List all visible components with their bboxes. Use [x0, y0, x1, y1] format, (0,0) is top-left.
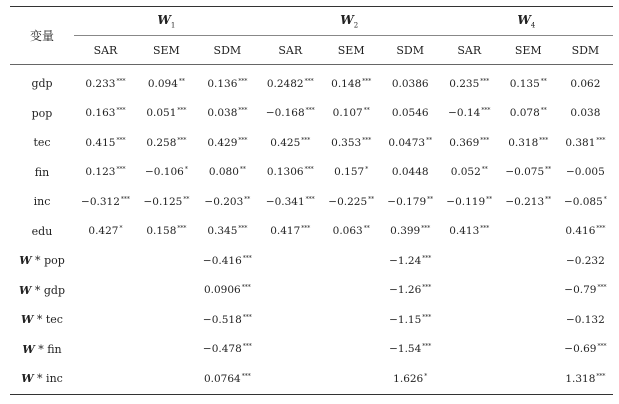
coefficient-cell — [196, 305, 259, 335]
coefficient-value: 0.0448 — [391, 166, 429, 179]
coefficient-cell — [137, 246, 196, 276]
significance-stars: *** — [238, 136, 248, 144]
significance-stars: *** — [362, 136, 372, 144]
coefficient-cell — [558, 99, 613, 129]
significance-stars: *** — [481, 107, 491, 115]
coefficient-cell — [558, 276, 613, 306]
coefficient-cell — [322, 276, 381, 306]
coefficient-value: 0.094 — [147, 77, 178, 90]
coefficient-cell — [196, 128, 259, 158]
spatial-lag-operator: * — [33, 372, 47, 386]
coefficient-value: 0.353 — [331, 136, 362, 149]
significance-stars: ** — [368, 195, 375, 203]
coefficient-cell — [196, 187, 259, 217]
model-header-row — [10, 36, 613, 65]
significance-stars: *** — [238, 107, 248, 115]
coefficient-value: 0.080 — [208, 166, 239, 179]
coefficient-value: 1.626 — [393, 372, 424, 385]
coefficient-cell — [196, 364, 259, 394]
significance-stars: *** — [120, 195, 130, 203]
coefficient-cell — [137, 217, 196, 247]
significance-stars: *** — [597, 284, 607, 292]
coefficient-value: −1.54 — [389, 343, 422, 356]
coefficient-cell — [322, 217, 381, 247]
coefficient-value: 0.158 — [146, 225, 177, 238]
significance-stars: *** — [596, 225, 606, 233]
coefficient-cell — [259, 65, 322, 99]
significance-stars: ** — [486, 195, 493, 203]
coefficient-cell — [381, 364, 440, 394]
significance-stars: * — [365, 166, 369, 174]
table-row — [10, 158, 613, 188]
significance-stars: *** — [480, 77, 490, 85]
significance-stars: *** — [238, 225, 248, 233]
row-label — [10, 276, 74, 306]
coefficient-cell — [440, 364, 499, 394]
coefficient-value: −0.14 — [448, 107, 481, 120]
group-header-w1 — [74, 7, 259, 36]
significance-stars: *** — [177, 107, 187, 115]
coefficient-value: 0.318 — [508, 136, 539, 149]
table-row — [10, 335, 613, 365]
coefficient-cell — [499, 217, 558, 247]
significance-stars: *** — [116, 77, 126, 85]
significance-stars: *** — [304, 77, 314, 85]
coefficient-cell — [381, 217, 440, 247]
coefficient-cell — [196, 246, 259, 276]
coefficient-value: 0.063 — [332, 225, 363, 238]
significance-stars: *** — [305, 195, 315, 203]
coefficient-cell — [558, 65, 613, 99]
coefficient-value: 0.163 — [85, 107, 116, 120]
coefficient-cell — [259, 187, 322, 217]
coefficient-cell — [499, 305, 558, 335]
model-header-sar: SAR — [457, 43, 482, 57]
model-header-sar: SAR — [93, 43, 118, 57]
coefficient-cell — [381, 158, 440, 188]
coefficient-value: −0.518 — [202, 313, 242, 326]
significance-stars: ** — [244, 195, 251, 203]
group-header-w4 — [440, 7, 613, 36]
coefficient-cell — [259, 335, 322, 365]
coefficient-cell — [259, 246, 322, 276]
spatial-lag-operator: * — [31, 283, 44, 297]
coefficient-value: −0.168 — [265, 107, 305, 120]
coefficient-value: 0.038 — [570, 107, 601, 120]
coefficient-cell — [137, 158, 196, 188]
coefficient-value: 0.399 — [390, 225, 421, 238]
significance-stars: *** — [301, 136, 311, 144]
table-row — [10, 128, 613, 158]
coefficient-cell — [558, 335, 613, 365]
coefficient-value: 0.235 — [449, 77, 480, 90]
coefficient-value: −0.79 — [564, 284, 597, 297]
coefficient-value: −0.232 — [565, 254, 605, 267]
significance-stars: *** — [480, 136, 490, 144]
coefficient-value: 0.0546 — [391, 107, 429, 120]
model-header-sdm: SDM — [396, 43, 425, 57]
coefficient-value: 0.417 — [270, 225, 301, 238]
significance-stars: ** — [183, 195, 190, 203]
coefficient-value: −0.119 — [446, 195, 486, 208]
coefficient-value: 0.051 — [146, 107, 177, 120]
spatial-lag-operator: * — [33, 313, 46, 327]
coefficient-value: 0.429 — [207, 136, 238, 149]
significance-stars: *** — [238, 77, 248, 85]
coefficient-cell — [381, 246, 440, 276]
coefficient-cell — [381, 276, 440, 306]
coefficient-value: 0.0386 — [391, 77, 429, 90]
variable-name: fin — [47, 342, 62, 356]
row-label — [10, 335, 74, 365]
coefficient-cell — [259, 128, 322, 158]
coefficient-cell — [74, 128, 137, 158]
coefficient-cell — [74, 364, 137, 394]
coefficient-cell — [137, 305, 196, 335]
table-row — [10, 65, 613, 99]
row-label — [10, 99, 74, 129]
significance-stars: ** — [545, 166, 552, 174]
coefficient-value: 0.0764 — [203, 372, 241, 385]
row-label — [10, 158, 74, 188]
significance-stars: *** — [242, 343, 252, 351]
coefficient-value: 0.136 — [207, 77, 238, 90]
row-label — [10, 217, 74, 247]
coefficient-value: 0.078 — [509, 107, 540, 120]
significance-stars: *** — [301, 225, 311, 233]
significance-stars: *** — [242, 313, 252, 321]
coefficient-value: −0.085 — [563, 195, 603, 208]
coefficient-value: 0.062 — [570, 77, 601, 90]
variable-name: inc — [46, 372, 63, 386]
significance-stars: *** — [177, 136, 187, 144]
coefficient-cell — [499, 187, 558, 217]
coefficient-cell — [74, 99, 137, 129]
coefficient-cell — [499, 65, 558, 99]
significance-stars: *** — [241, 284, 251, 292]
significance-stars: *** — [539, 136, 549, 144]
coefficient-cell — [440, 335, 499, 365]
coefficient-cell — [322, 364, 381, 394]
coefficient-value: 0.135 — [509, 77, 540, 90]
coefficient-cell — [499, 335, 558, 365]
coefficient-cell — [259, 305, 322, 335]
table-row — [10, 217, 613, 247]
significance-stars: ** — [239, 166, 246, 174]
spatial-lag-prefix: W — [22, 342, 35, 356]
coefficient-cell — [558, 217, 613, 247]
model-header-sem: SEM — [514, 43, 542, 57]
coefficient-cell — [196, 276, 259, 306]
coefficient-cell — [196, 335, 259, 365]
variable-name: pop — [44, 254, 65, 268]
significance-stars: *** — [597, 343, 607, 351]
coefficient-value: −0.179 — [387, 195, 427, 208]
spatial-lag-prefix: W — [21, 313, 34, 327]
significance-stars: * — [424, 372, 428, 380]
coefficient-cell — [381, 187, 440, 217]
significance-stars: ** — [540, 107, 547, 115]
coefficient-value: −0.106 — [144, 166, 184, 179]
model-header-sdm: SDM — [213, 43, 242, 57]
model-header-sdm: SDM — [571, 43, 600, 57]
coefficient-cell — [74, 335, 137, 365]
significance-stars: *** — [305, 107, 315, 115]
coefficient-cell — [74, 246, 137, 276]
coefficient-cell — [499, 99, 558, 129]
coefficient-cell — [74, 187, 137, 217]
coefficient-cell — [259, 158, 322, 188]
table-row — [10, 187, 613, 217]
coefficient-cell — [381, 305, 440, 335]
significance-stars: *** — [596, 372, 606, 380]
coefficient-cell — [137, 187, 196, 217]
coefficient-cell — [322, 246, 381, 276]
coefficient-cell — [137, 364, 196, 394]
significance-stars: *** — [362, 77, 372, 85]
coefficient-cell — [322, 187, 381, 217]
coefficient-value: 0.0906 — [203, 284, 241, 297]
coefficient-cell — [196, 65, 259, 99]
coefficient-value: −0.69 — [564, 343, 597, 356]
coefficient-value: 0.0473 — [388, 136, 426, 149]
coefficient-cell — [558, 246, 613, 276]
table-row — [10, 305, 613, 335]
weight-matrix-label: $W_4$ — [517, 12, 536, 30]
coefficient-cell — [440, 65, 499, 99]
row-label — [10, 187, 74, 217]
significance-stars: * — [603, 195, 607, 203]
significance-stars: *** — [177, 225, 187, 233]
coefficient-cell — [322, 128, 381, 158]
coefficient-value: 1.318 — [565, 372, 596, 385]
coefficient-cell — [322, 65, 381, 99]
coefficient-cell — [440, 99, 499, 129]
significance-stars: *** — [422, 284, 432, 292]
coefficient-cell — [74, 217, 137, 247]
variable-name: gdp — [43, 283, 65, 297]
coefficient-value: 0.148 — [331, 77, 362, 90]
table-row — [10, 246, 613, 276]
variable-name: gdp — [31, 77, 53, 91]
coefficient-value: −0.132 — [565, 313, 605, 326]
coefficient-cell — [137, 335, 196, 365]
coefficient-cell — [440, 246, 499, 276]
variable-name: tec — [45, 313, 63, 327]
significance-stars: *** — [241, 372, 251, 380]
significance-stars: *** — [116, 107, 126, 115]
coefficient-cell — [137, 128, 196, 158]
coefficient-cell — [322, 99, 381, 129]
spatial-lag-operator: * — [31, 254, 45, 268]
coefficient-cell — [259, 99, 322, 129]
coefficient-cell — [259, 217, 322, 247]
coefficient-cell — [558, 158, 613, 188]
coefficient-value: 0.052 — [450, 166, 481, 179]
coefficient-cell — [74, 305, 137, 335]
coefficient-cell — [440, 305, 499, 335]
spatial-lag-prefix: W — [21, 372, 34, 386]
significance-stars: ** — [540, 77, 547, 85]
coefficient-cell — [322, 335, 381, 365]
row-label — [10, 65, 74, 99]
variable-name: tec — [33, 136, 51, 150]
coefficient-cell — [499, 246, 558, 276]
weight-matrix-label: $W_1$ — [157, 12, 176, 30]
coefficient-value: 0.381 — [565, 136, 596, 149]
coefficient-cell — [381, 128, 440, 158]
coefficient-value: 0.157 — [334, 166, 365, 179]
row-label — [10, 364, 74, 394]
table-row — [10, 364, 613, 394]
coefficient-value: −1.26 — [389, 284, 422, 297]
coefficient-value: −0.005 — [565, 166, 605, 179]
coefficient-value: 0.345 — [207, 225, 238, 238]
model-header-sem: SEM — [337, 43, 365, 57]
significance-stars: *** — [422, 254, 432, 262]
coefficient-cell — [196, 158, 259, 188]
coefficient-cell — [74, 158, 137, 188]
coefficient-value: 0.038 — [207, 107, 238, 120]
coefficient-cell — [499, 364, 558, 394]
spatial-lag-prefix: W — [19, 254, 32, 268]
coefficient-value: −0.225 — [328, 195, 368, 208]
significance-stars: ** — [426, 136, 433, 144]
row-label — [10, 246, 74, 276]
coefficient-cell — [558, 187, 613, 217]
significance-stars: *** — [116, 166, 126, 174]
coefficient-cell — [74, 65, 137, 99]
coefficient-value: 0.416 — [565, 225, 596, 238]
coefficient-cell — [558, 364, 613, 394]
coefficient-value: 0.2482 — [266, 77, 304, 90]
coefficient-cell — [137, 65, 196, 99]
coefficient-value: 0.427 — [88, 225, 119, 238]
spatial-lag-prefix: W — [19, 283, 32, 297]
coefficient-value: −0.213 — [505, 195, 545, 208]
coefficient-value: 0.415 — [85, 136, 116, 149]
coefficient-cell — [381, 65, 440, 99]
significance-stars: *** — [304, 166, 314, 174]
variable-name: inc — [33, 195, 51, 209]
significance-stars: ** — [427, 195, 434, 203]
coefficient-cell — [440, 128, 499, 158]
coefficient-value: 0.413 — [449, 225, 480, 238]
coefficient-cell — [322, 158, 381, 188]
coefficient-value: −0.125 — [143, 195, 183, 208]
significance-stars: *** — [242, 254, 252, 262]
coefficient-cell — [499, 276, 558, 306]
coefficient-value: 0.123 — [85, 166, 116, 179]
coefficient-cell — [381, 335, 440, 365]
table-body — [10, 65, 613, 395]
coefficient-cell — [440, 276, 499, 306]
coefficient-cell — [440, 217, 499, 247]
variable-name: edu — [31, 224, 53, 238]
table-row — [10, 276, 613, 306]
coefficient-cell — [322, 305, 381, 335]
coefficient-value: 0.1306 — [266, 166, 304, 179]
significance-stars: *** — [421, 225, 431, 233]
coefficient-cell — [499, 158, 558, 188]
corner-label: 变量 — [10, 7, 74, 65]
coefficient-cell — [440, 187, 499, 217]
coefficient-value: 0.233 — [85, 77, 116, 90]
coefficient-value: 0.258 — [146, 136, 177, 149]
coefficient-cell — [137, 276, 196, 306]
coefficient-cell — [558, 128, 613, 158]
significance-stars: ** — [545, 195, 552, 203]
row-label — [10, 305, 74, 335]
significance-stars: *** — [480, 225, 490, 233]
weight-matrix-label: $W_2$ — [340, 12, 359, 30]
coefficient-cell — [137, 99, 196, 129]
coefficient-value: −0.341 — [265, 195, 305, 208]
significance-stars: ** — [481, 166, 488, 174]
coefficient-value: −0.312 — [81, 195, 120, 208]
coefficient-cell — [259, 364, 322, 394]
significance-stars: * — [184, 166, 188, 174]
variable-name: fin — [34, 165, 50, 179]
coefficient-value: 0.107 — [332, 107, 363, 120]
model-header-sem: SEM — [152, 43, 180, 57]
significance-stars: *** — [422, 313, 432, 321]
coefficient-value: −1.24 — [389, 254, 422, 267]
coefficient-value: −0.075 — [505, 166, 545, 179]
regression-table — [10, 6, 613, 395]
coefficient-cell — [196, 99, 259, 129]
significance-stars: * — [119, 225, 123, 233]
coefficient-cell — [558, 305, 613, 335]
coefficient-cell — [74, 276, 137, 306]
coefficient-value: −0.478 — [202, 343, 242, 356]
row-label — [10, 128, 74, 158]
significance-stars: ** — [178, 77, 185, 85]
coefficient-cell — [259, 276, 322, 306]
coefficient-value: 0.369 — [449, 136, 480, 149]
model-header-sar: SAR — [278, 43, 303, 57]
coefficient-value: −0.203 — [204, 195, 244, 208]
variable-name: pop — [31, 106, 53, 120]
significance-stars: ** — [363, 107, 370, 115]
coefficient-value: −0.416 — [202, 254, 242, 267]
coefficient-cell — [381, 99, 440, 129]
coefficient-cell — [440, 158, 499, 188]
coefficient-cell — [499, 128, 558, 158]
table-row — [10, 99, 613, 129]
significance-stars: *** — [596, 136, 606, 144]
group-header-w2 — [259, 7, 440, 36]
significance-stars: ** — [363, 225, 370, 233]
coefficient-value: −1.15 — [389, 313, 422, 326]
significance-stars: *** — [116, 136, 126, 144]
significance-stars: *** — [422, 343, 432, 351]
coefficient-value: 0.425 — [270, 136, 301, 149]
coefficient-cell — [196, 217, 259, 247]
spatial-lag-operator: * — [34, 342, 48, 356]
